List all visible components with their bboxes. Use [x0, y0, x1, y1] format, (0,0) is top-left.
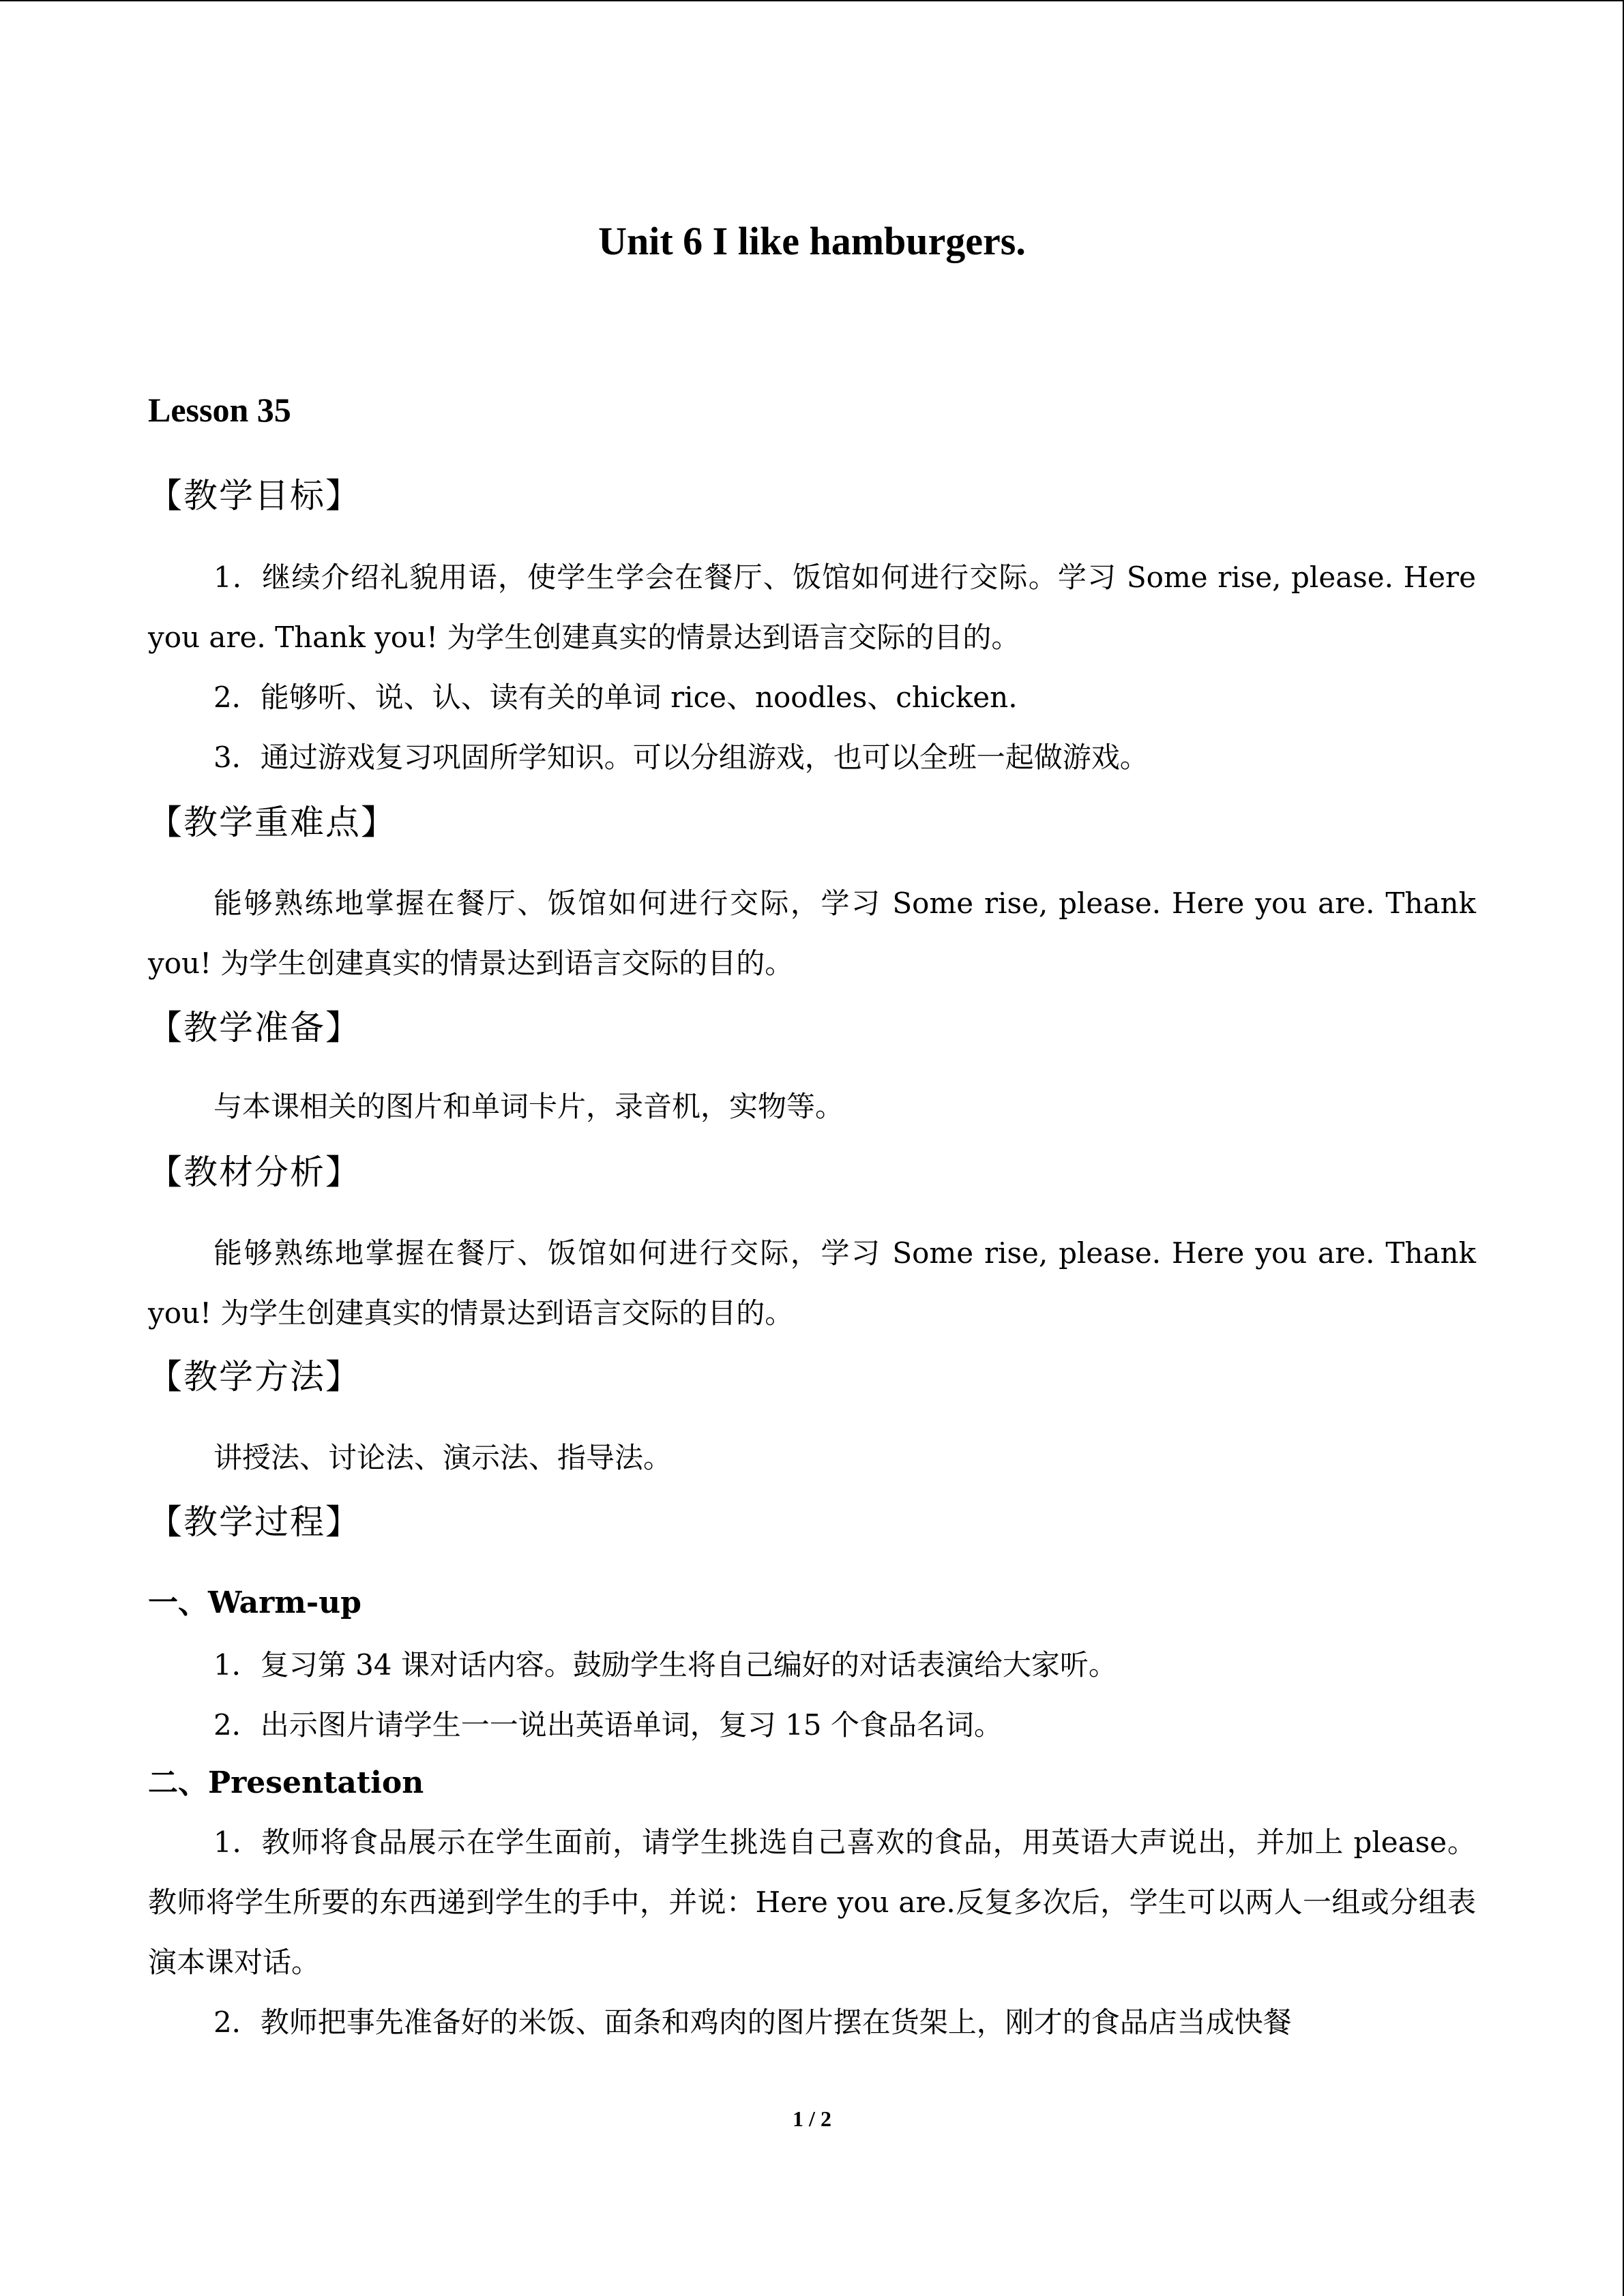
objective-item-1: 1．继续介绍礼貌用语，使学生学会在餐厅、饭馆如何进行交际。学习 Some rise, please. Here you are. Thank you! 为学生创建真实的情景达到语言交际的目的。: [148, 561, 1476, 654]
presentation-item-2: 2．教师把事先准备好的米饭、面条和鸡肉的图片摆在货架上，刚才的食品店当成快餐: [213, 2006, 1292, 2039]
objective-item-2: 2．能够听、说、认、读有关的单词 rice、noodles、chicken.: [213, 681, 1018, 714]
analysis-text: 能够熟练地掌握在餐厅、饭馆如何进行交际，学习 Some rise, please. Here you are. Thank you! 为学生创建真实的情景达到语言交际的目的。: [148, 1236, 1476, 1330]
analysis-heading: 【教材分析】: [148, 1152, 361, 1192]
warmup-item-2: 2．出示图片请学生一一说出英语单词，复习 15 个食品名词。: [213, 1708, 1003, 1742]
warmup-heading: 一、Warm-up: [148, 1585, 361, 1620]
warmup-item-1: 1．复习第 34 课对话内容。鼓励学生将自己编好的对话表演给大家听。: [213, 1648, 1117, 1682]
page-number: 1 / 2: [793, 2106, 831, 2131]
lesson-heading: Lesson 35: [148, 391, 291, 429]
preparation-heading: 【教学准备】: [148, 1008, 361, 1047]
objective-item-3: 3．通过游戏复习巩固所学知识。可以分组游戏，也可以全班一起做游戏。: [213, 741, 1149, 774]
methods-text: 讲授法、讨论法、演示法、指导法。: [213, 1441, 673, 1474]
preparation-text: 与本课相关的图片和单词卡片，录音机，实物等。: [213, 1090, 844, 1123]
key-points-text: 能够熟练地掌握在餐厅、饭馆如何进行交际，学习 Some rise, please. Here you are. Thank you! 为学生创建真实的情景达到语言交际的目的。: [148, 886, 1476, 980]
presentation-heading: 二、Presentation: [148, 1765, 424, 1800]
presentation-item-1: 1．教师将食品展示在学生面前，请学生挑选自己喜欢的食品，用英语大声说出，并加上 please。教师将学生所要的东西递到学生的手中，并说：Here you are.反复多次后，学生可以两人一组或分组表演本课对话。: [148, 1825, 1476, 1979]
key-points-heading: 【教学重难点】: [148, 803, 396, 842]
objectives-heading: 【教学目标】: [148, 476, 361, 516]
process-heading: 【教学过程】: [148, 1502, 361, 1542]
page-title: Unit 6 I like hamburgers.: [598, 219, 1026, 263]
methods-heading: 【教学方法】: [148, 1357, 361, 1397]
